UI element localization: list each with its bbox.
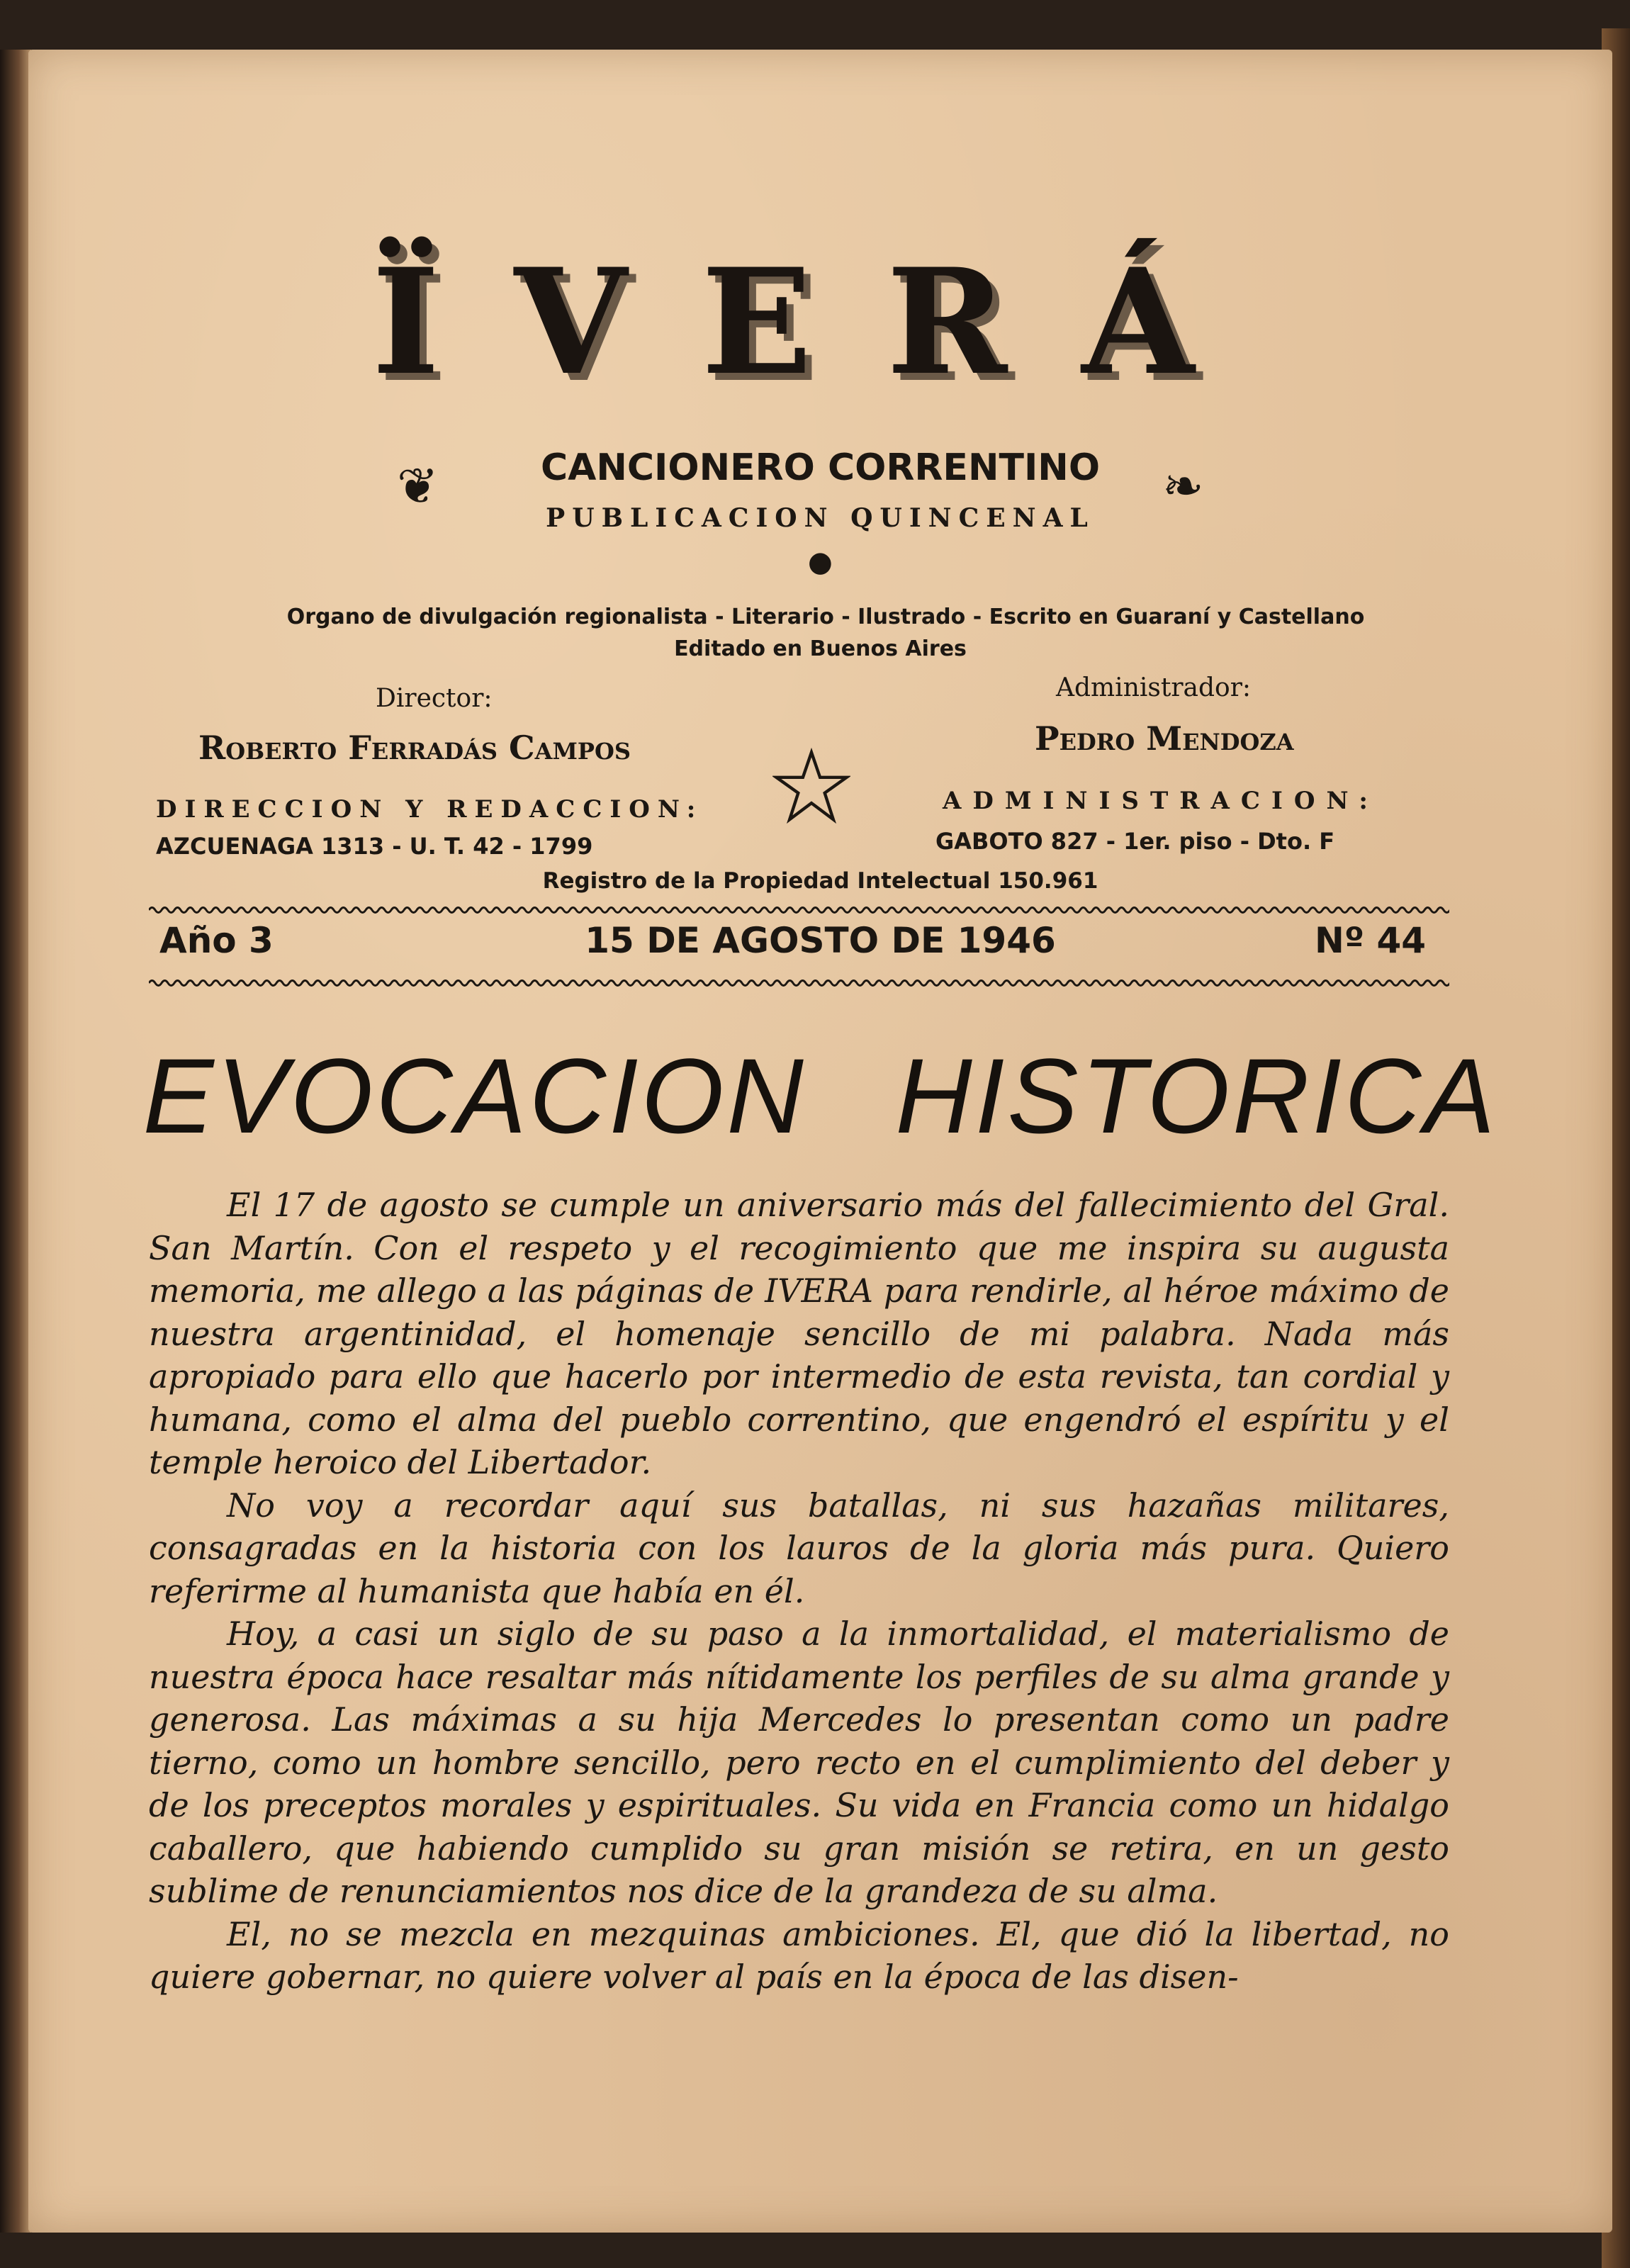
article-title: EVOCACION HISTORICA — [142, 1036, 1498, 1155]
issue-date: 15 DE AGOSTO DE 1946 — [585, 920, 1056, 961]
article-paragraph: El 17 de agosto se cumple un aniversario más del fallecimiento del Gral. San Martín. Con el respeto y el recogimiento que me inspira su augusta memoria, me allego a las páginas de IVERA para rendirle, al héroe máximo de nuestra argentinidad, el homenaje sencillo de mi palabra. Nada más apropiado para ello que hacerlo por intermedio de esta revista, tan cordial y humana, como el alma del pueblo correntino, que engendró el espíritu y el temple heroico del Libertador. — [149, 1186, 1449, 1481]
left-ornament-icon: ❦ — [397, 457, 439, 515]
registry-notice: Registro de la Propiedad Intelectual 150.961 — [542, 868, 1098, 894]
admin-name: Pedro Mendoza — [1035, 719, 1294, 758]
article-paragraph: El, no se mezcla en mezquinas ambiciones. El, que dió la libertad, no quiere gobernar, no quiere volver al país en la época de las disen- — [149, 1914, 1449, 1996]
masthead-description: Organo de divulgación regionalista - Literario - Ilustrado - Escrito en Guaraní y Castellano — [286, 605, 1365, 629]
star-icon — [772, 748, 850, 826]
masthead-edited-in: Editado en Buenos Aires — [674, 636, 967, 661]
masthead-subtitle: CANCIONERO CORRENTINO — [540, 447, 1101, 489]
masthead-frequency: PUBLICACION QUINCENAL — [546, 503, 1095, 533]
director-label: Director: — [376, 684, 493, 713]
binding-spine — [0, 50, 31, 2233]
admin-office-label: ADMINISTRACION: — [943, 787, 1379, 815]
magazine-page — [28, 50, 1612, 2233]
issue-year: Año 3 — [159, 920, 274, 961]
masthead-title: ÏVERÁ — [371, 237, 1269, 408]
editorial-office-label: DIRECCION Y REDACCION: — [156, 795, 704, 824]
issue-number: Nº 44 — [1315, 920, 1427, 961]
article-body — [149, 1184, 1449, 1999]
article-paragraph: Hoy, a casi un siglo de su paso a la inmortalidad, el materialismo de nuestra época hace resaltar más nítidamente los perfiles de su alma grande y generosa. Las máximas a su hija Mercedes lo presentan como un padre tierno, como un hombre sencillo, pero recto en el cumplimiento del deber y de los preceptos morales y espirituales. Su vida en Francia como un hidalgo caballero, que habiendo cumplido su gran misión se retira, en un gesto sublime de renunciamientos nos dice de la grandeza de su alma. — [149, 1615, 1449, 1910]
article-paragraph: No voy a recordar aquí sus batallas, ni sus hazañas militares, consagradas en la historia con los lauros de la gloria más pura. Quiero referirme al humanista que había en él. — [149, 1486, 1449, 1610]
wavy-divider — [149, 977, 1449, 989]
admin-label: Administrador: — [1056, 673, 1252, 702]
admin-address: GABOTO 827 - 1er. piso - Dto. F — [935, 828, 1335, 855]
bullet-icon: ● — [808, 546, 833, 578]
wavy-divider — [149, 904, 1449, 916]
director-name: Roberto Ferradás Campos — [198, 729, 631, 767]
right-ornament-icon: ❧ — [1162, 457, 1204, 515]
editorial-address: AZCUENAGA 1313 - U. T. 42 - 1799 — [156, 833, 593, 860]
